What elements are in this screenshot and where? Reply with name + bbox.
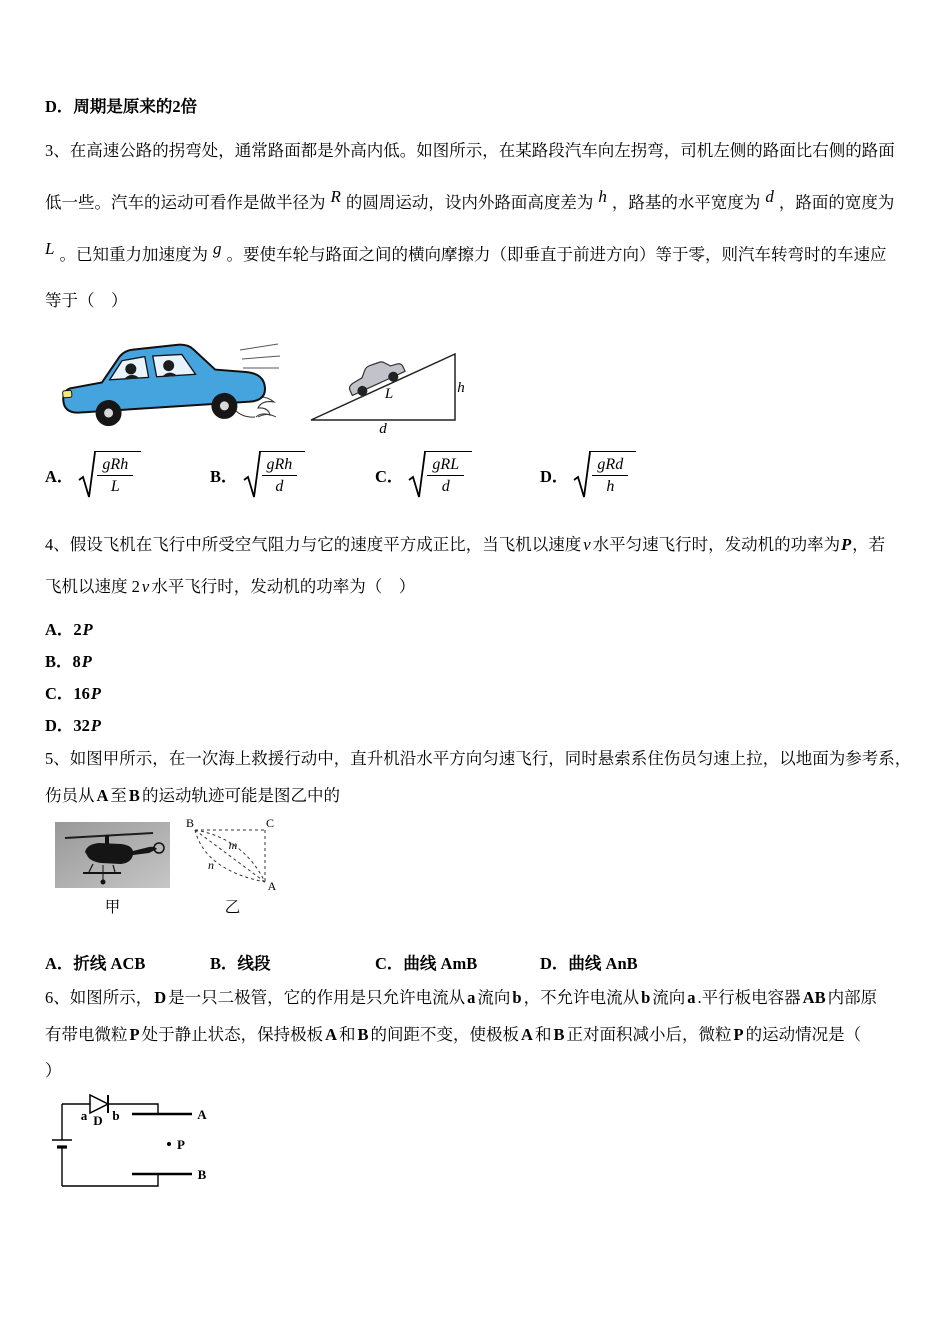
option-coefficient: 32 (73, 716, 90, 735)
car-cartoon-figure (50, 316, 285, 428)
helicopter-image (55, 822, 170, 888)
circuit-label-D: D (93, 1113, 103, 1128)
diagram-label-A: A (267, 879, 277, 893)
fraction-denominator: d (275, 478, 284, 495)
q5-line2-seg2: 至 (110, 786, 127, 805)
option-label: A． (45, 620, 74, 639)
q3-line2-seg1: 低一些。汽车的运动可看作是做半径为 (45, 193, 326, 212)
math-var-L: L (45, 239, 55, 258)
particle-label-P: P (129, 1025, 140, 1044)
q3-line3-seg1: 。已知重力加速度为 (59, 245, 208, 264)
q6-seg: 正对面积减小后，微粒 (566, 1025, 732, 1044)
q6-seg: 6、如图所示， (45, 988, 153, 1007)
q5-trajectory-diagram (185, 816, 280, 905)
option-label: C． (45, 684, 74, 703)
plate-label-A: A (325, 1025, 338, 1044)
q5-line1 (45, 748, 915, 770)
circuit-diagram (50, 1084, 225, 1209)
q3-line2-seg3: ，路基的水平宽度为 (611, 193, 761, 212)
q4-line1-seg1: 4、假设飞机在飞行中所受空气阻力与它的速度平方成正比，当飞机以速度 (45, 535, 582, 554)
caption-text: 乙 (224, 899, 241, 916)
q6-seg: ，不允许电流从 (523, 988, 640, 1007)
q6-line3-text: ） (45, 1061, 62, 1080)
math-var-d: d (765, 187, 774, 206)
math-var-P: P (841, 535, 852, 554)
figure-caption-jia (55, 895, 170, 917)
q6-seg: 是一只二极管，它的作用是只允许电流从 (168, 988, 466, 1007)
plate-label-AB: AB (802, 988, 826, 1007)
option-label: B． (210, 467, 238, 486)
q4-line2 (45, 576, 915, 598)
math-var-P: P (90, 716, 102, 735)
q3-line2 (45, 187, 915, 214)
fraction-numerator: gRd (592, 455, 628, 476)
fraction-denominator: h (606, 478, 615, 495)
caption-text: 甲 (104, 899, 121, 916)
q6-seg: 内部原 (827, 988, 878, 1007)
q3-option-b (210, 450, 375, 500)
plate-label-A: A (521, 1025, 533, 1044)
terminal-label-b: b (641, 988, 651, 1007)
q5-options-row (45, 950, 705, 974)
diagram-label-n: n (208, 858, 214, 872)
diode-label-D: D (154, 988, 167, 1007)
sqrt-expression (243, 450, 306, 500)
q6-seg: 流向 (652, 988, 686, 1007)
diagram-label-B: B (185, 816, 195, 830)
option-text: 线段 (237, 954, 271, 973)
incline-label-h: h (457, 380, 465, 396)
q3-line2-seg2: 的圆周运动，设内外路面高度差为 (345, 193, 594, 212)
q6-line3 (45, 1060, 915, 1082)
sqrt-expression (78, 450, 141, 500)
option-coefficient: 8 (72, 652, 81, 671)
incline-label-d: d (379, 421, 387, 435)
q4-line2-seg1: 飞机以速度 2 (45, 577, 140, 596)
q5-line2-seg3: 的运动轨迹可能是图乙中的 (141, 786, 340, 805)
q4-option-b (45, 648, 93, 672)
radicand (589, 451, 636, 496)
q3-line1-text: 3、在高速公路的拐弯处，通常路面都是外高内低。如图所示，在某路段汽车向左拐弯，司机左侧的路面比右侧的路面 (45, 141, 895, 160)
fraction-numerator: gRh (97, 455, 133, 476)
circuit-label-b: b (112, 1108, 120, 1123)
radicand (259, 451, 306, 496)
radicand (424, 451, 472, 496)
circuit-label-A: A (197, 1107, 207, 1122)
q3-car-figure (50, 316, 285, 433)
option-label: D． (45, 716, 74, 735)
q6-seg: 和 (534, 1025, 552, 1044)
circuit-label-a: a (80, 1108, 88, 1123)
q5-line2-seg1: 伤员从 (45, 786, 95, 805)
q3-line3 (45, 239, 915, 266)
option-label: B． (210, 954, 238, 973)
q5-option-a (45, 950, 210, 974)
option-label: C． (375, 467, 404, 486)
q5-option-d (540, 950, 705, 974)
q6-circuit-figure (50, 1084, 225, 1214)
option-label: D． (540, 467, 569, 486)
q3-options-row (45, 450, 705, 500)
q3-line3-seg2: 。要使车轮与路面之间的横向摩擦力（即垂直于前进方向）等于零，则汽车转弯时的车速应 (226, 245, 887, 264)
option-text: 折线 ACB (73, 954, 146, 973)
math-var-v: v (141, 577, 150, 596)
fraction-denominator: L (110, 478, 120, 495)
math-var-v: v (583, 535, 591, 554)
figure-caption-yi (185, 895, 280, 917)
diode-triangle (90, 1095, 108, 1113)
sqrt-expression (408, 450, 472, 500)
terminal-label-b: b (512, 988, 522, 1007)
option-label: C． (375, 954, 404, 973)
q6-line2 (45, 1024, 915, 1046)
point-label-B: B (128, 786, 140, 805)
fraction-numerator: gRL (427, 455, 464, 476)
terminal-label-a: a (687, 988, 696, 1007)
option-coefficient: 2 (73, 620, 82, 639)
option-text: 曲线 AmB (403, 954, 478, 973)
incline-label-L: L (384, 386, 394, 402)
option-label: A． (45, 954, 74, 973)
q4-line1 (45, 534, 915, 556)
q3-incline-figure (305, 338, 470, 440)
math-var-h: h (598, 187, 607, 206)
q3-option-d (540, 450, 705, 500)
rescued-person (101, 880, 106, 885)
q6-seg: 和 (339, 1025, 356, 1044)
q3-line1 (45, 140, 915, 162)
option-text: 曲线 AnB (568, 954, 638, 973)
circuit-label-B: B (197, 1167, 207, 1182)
circuit-label-P: P (177, 1137, 185, 1152)
q5-line1-text: 5、如图甲所示，在一次海上救援行动中，直升机沿水平方向匀速飞行，同时悬索系住伤员匀速上拉，以地面为参考系， (45, 749, 912, 768)
q6-seg: 的间距不变，使极板 (370, 1025, 520, 1044)
prev-option-d (45, 96, 915, 118)
q4-option-a (45, 616, 94, 640)
prev-option-d-text: D．周期是原来的2倍 (45, 97, 198, 116)
math-var-P: P (81, 652, 92, 671)
q5-helicopter-photo (55, 822, 170, 893)
option-coefficient: 16 (73, 684, 90, 703)
math-var-g: g (212, 239, 222, 258)
q3-option-a (45, 450, 210, 500)
q5-line2 (45, 785, 915, 807)
q4-line1-seg3: ，若 (852, 535, 886, 554)
charged-particle (167, 1142, 171, 1146)
q5-option-c (375, 950, 540, 974)
q4-option-c (45, 680, 102, 704)
q6-seg: 流向 (477, 988, 511, 1007)
point-label-A: A (96, 786, 109, 805)
q6-seg: 的运动情况是（ (745, 1025, 862, 1044)
radicand (94, 451, 141, 496)
q3-line2-seg4: ，路面的宽度为 (778, 193, 895, 212)
option-label: A． (45, 467, 74, 486)
blue-car-body (59, 338, 267, 428)
terminal-label-a: a (467, 988, 476, 1007)
math-var-P: P (82, 620, 93, 639)
option-label: D． (540, 954, 569, 973)
q6-seg: 有带电微粒 (45, 1025, 128, 1044)
fraction-denominator: d (441, 478, 450, 495)
q4-line1-seg2: 水平匀速飞行时，发动机的功率为 (592, 535, 841, 554)
q4-option-d (45, 712, 102, 736)
fraction-numerator: gRh (262, 455, 298, 476)
plate-label-B: B (553, 1025, 565, 1044)
math-var-R: R (330, 187, 341, 206)
trajectory-diagram (185, 816, 280, 900)
speed-lines (240, 344, 280, 368)
q5-option-b (210, 950, 375, 974)
diagram-label-m: m (228, 838, 238, 852)
q6-line1 (45, 987, 915, 1009)
math-var-P: P (90, 684, 102, 703)
particle-label-P: P (733, 1025, 744, 1044)
car-on-slope (344, 353, 407, 400)
q6-seg: 处于静止状态，保持极板 (141, 1025, 324, 1044)
q6-seg: .平行板电容器 (697, 988, 801, 1007)
q3-option-c (375, 450, 540, 500)
q3-line4 (45, 290, 915, 312)
incline-diagram (305, 338, 470, 435)
plate-label-B: B (357, 1025, 369, 1044)
q3-line4-text: 等于（ ） (45, 291, 128, 310)
q4-line2-seg2: 水平飞行时，发动机的功率为（ ） (151, 577, 416, 596)
diagram-label-C: C (265, 816, 275, 830)
option-label: B． (45, 652, 73, 671)
sqrt-expression (573, 450, 636, 500)
